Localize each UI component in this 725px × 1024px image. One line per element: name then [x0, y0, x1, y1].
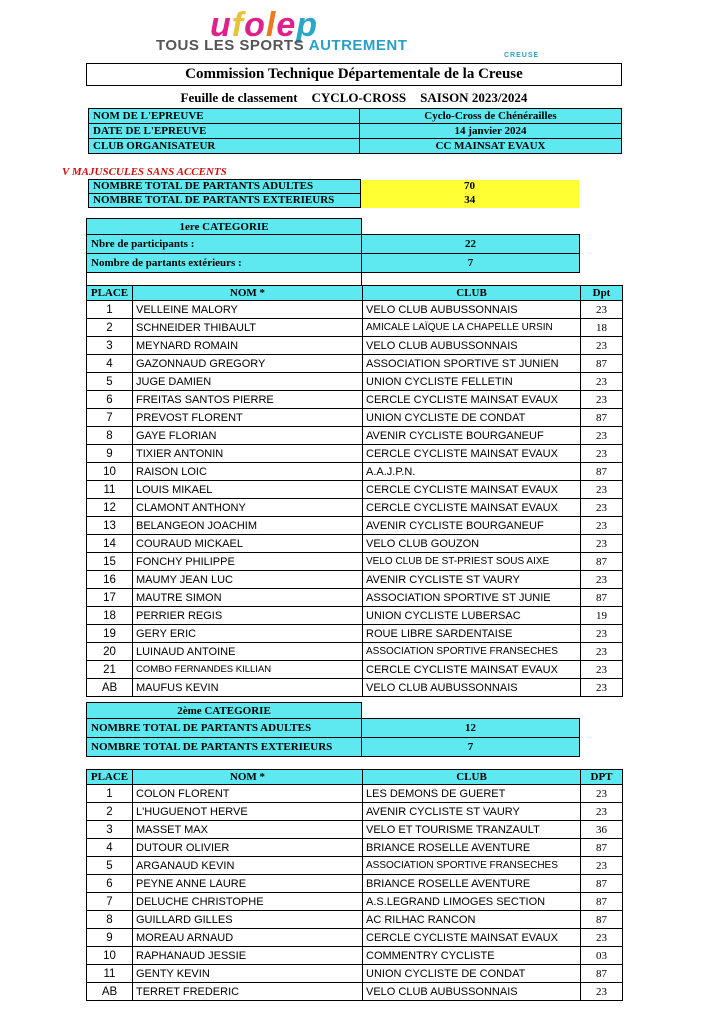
dpt-cell: 87 [581, 589, 623, 607]
club-cell: A.A.J.P.N. [363, 463, 581, 481]
logo-tagline: TOUS LES SPORTS AUTREMENT [156, 37, 408, 54]
col-club: CLUB [363, 286, 581, 301]
table-row [87, 893, 623, 911]
dpt-cell: 03 [581, 947, 623, 965]
table-row [87, 445, 623, 463]
place-cell: 6 [87, 875, 133, 893]
club-cell: CERCLE CYCLISTE MAINSAT EVAUX [363, 481, 581, 499]
name-cell: FREITAS SANTOS PIERRE [133, 391, 363, 409]
cat1-participants-value: 22 [362, 235, 580, 254]
table-row [87, 965, 623, 983]
club-cell: UNION CYCLISTE FELLETIN [363, 373, 581, 391]
table-row [87, 929, 623, 947]
col-place: PLACE [87, 286, 133, 301]
name-cell: RAISON LOIC [133, 463, 363, 481]
name-cell: MAUFUS KEVIN [133, 679, 363, 697]
name-cell: DELUCHE CHRISTOPHE [133, 893, 363, 911]
table-row [87, 319, 623, 337]
club-cell: CERCLE CYCLISTE MAINSAT EVAUX [363, 445, 581, 463]
club-cell: LES DEMONS DE GUERET [363, 785, 581, 803]
dpt-cell: 19 [581, 607, 623, 625]
club-cell: AMICALE LAÏQUE LA CHAPELLE URSIN [363, 319, 581, 337]
club-cell: UNION CYCLISTE LUBERSAC [363, 607, 581, 625]
club-cell: AVENIR CYCLISTE ST VAURY [363, 803, 581, 821]
place-cell: 10 [87, 947, 133, 965]
place-cell: 1 [87, 785, 133, 803]
club-cell: VELO CLUB GOUZON [363, 535, 581, 553]
club-cell: ASSOCIATION SPORTIVE ST JUNIE [363, 589, 581, 607]
event-date-label: DATE DE L'EPREUVE [89, 124, 360, 139]
page-title: Commission Technique Départementale de la Creuse [86, 63, 622, 86]
name-cell: MASSET MAX [133, 821, 363, 839]
cat2-summary [86, 702, 580, 757]
place-cell: 11 [87, 481, 133, 499]
club-cell: AC RILHAC RANCON [363, 911, 581, 929]
col-dpt: DPT [581, 770, 623, 785]
club-cell: AVENIR CYCLISTE BOURGANEUF [363, 517, 581, 535]
club-cell: CERCLE CYCLISTE MAINSAT EVAUX [363, 929, 581, 947]
name-cell: BELANGEON JOACHIM [133, 517, 363, 535]
name-cell: TIXIER ANTONIN [133, 445, 363, 463]
table-row [87, 535, 623, 553]
dpt-cell: 23 [581, 499, 623, 517]
totals-table [88, 179, 579, 208]
place-cell: 7 [87, 409, 133, 427]
name-cell: MAUMY JEAN LUC [133, 571, 363, 589]
dpt-cell: 23 [581, 391, 623, 409]
table-row [87, 391, 623, 409]
place-cell: 21 [87, 661, 133, 679]
dpt-cell: 18 [581, 319, 623, 337]
dpt-cell: 36 [581, 821, 623, 839]
table-row [87, 643, 623, 661]
table-row [87, 785, 623, 803]
name-cell: PERRIER REGIS [133, 607, 363, 625]
name-cell: L'HUGUENOT HERVE [133, 803, 363, 821]
dpt-cell: 23 [581, 571, 623, 589]
name-cell: COURAUD MICKAEL [133, 535, 363, 553]
place-cell: 16 [87, 571, 133, 589]
place-cell: 6 [87, 391, 133, 409]
club-cell: CERCLE CYCLISTE MAINSAT EVAUX [363, 661, 581, 679]
cat1-results-table [86, 285, 623, 697]
dpt-cell: 87 [581, 463, 623, 481]
table-row [87, 875, 623, 893]
ufolep-logo [150, 6, 580, 59]
table-row [87, 679, 623, 697]
table-row [87, 803, 623, 821]
dpt-cell: 87 [581, 911, 623, 929]
total-adults-label: NOMBRE TOTAL DE PARTANTS ADULTES [89, 180, 361, 194]
table-row [87, 337, 623, 355]
dpt-cell: 23 [581, 679, 623, 697]
dpt-cell: 87 [581, 355, 623, 373]
table-row [87, 553, 623, 571]
cat1-header: 1ere CATEGORIE [87, 219, 362, 235]
place-cell: 5 [87, 373, 133, 391]
event-name-value: Cyclo-Cross de Chénérailles [360, 109, 622, 124]
cat1-ext-label: Nombre de partants extérieurs : [87, 254, 362, 273]
name-cell: LUINAUD ANTOINE [133, 643, 363, 661]
place-cell: 12 [87, 499, 133, 517]
event-name-label: NOM DE L'EPREUVE [89, 109, 360, 124]
club-cell: VELO CLUB AUBUSSONNAIS [363, 679, 581, 697]
table-row [87, 589, 623, 607]
cat2-results-table [86, 769, 623, 1001]
event-club-value: CC MAINSAT EVAUX [360, 139, 622, 154]
club-cell: VELO CLUB AUBUSSONNAIS [363, 983, 581, 1001]
dpt-cell: 23 [581, 481, 623, 499]
name-cell: GAYE FLORIAN [133, 427, 363, 445]
name-cell: TERRET FREDERIC [133, 983, 363, 1001]
table-row [87, 821, 623, 839]
place-cell: 10 [87, 463, 133, 481]
table-row [87, 983, 623, 1001]
dpt-cell: 23 [581, 643, 623, 661]
table-row [87, 517, 623, 535]
name-cell: GUILLARD GILLES [133, 911, 363, 929]
logo-sub: CREUSE [504, 52, 540, 59]
club-cell: A.S.LEGRAND LIMOGES SECTION [363, 893, 581, 911]
event-club-row [89, 139, 622, 154]
place-cell: 4 [87, 839, 133, 857]
cat1-ext-value: 7 [362, 254, 580, 273]
place-cell: AB [87, 983, 133, 1001]
name-cell: FONCHY PHILIPPE [133, 553, 363, 571]
place-cell: 7 [87, 893, 133, 911]
club-cell: VELO CLUB AUBUSSONNAIS [363, 301, 581, 319]
col-place: PLACE [87, 770, 133, 785]
place-cell: 11 [87, 965, 133, 983]
name-cell: PEYNE ANNE LAURE [133, 875, 363, 893]
place-cell: 1 [87, 301, 133, 319]
total-adults-value: 70 [361, 180, 579, 194]
club-cell: UNION CYCLISTE DE CONDAT [363, 965, 581, 983]
club-cell: ASSOCIATION SPORTIVE ST JUNIEN [363, 355, 581, 373]
cat2-adults-label: NOMBRE TOTAL DE PARTANTS ADULTES [87, 719, 362, 738]
name-cell: GAZONNAUD GREGORY [133, 355, 363, 373]
club-cell: ASSOCIATION SPORTIVE FRANSECHES [363, 643, 581, 661]
name-cell: RAPHANAUD JESSIE [133, 947, 363, 965]
club-cell: ASSOCIATION SPORTIVE FRANSECHES [363, 857, 581, 875]
cat2-adults-value: 12 [362, 719, 580, 738]
name-cell: MOREAU ARNAUD [133, 929, 363, 947]
table-row [87, 947, 623, 965]
cat2-ext-value: 7 [362, 738, 580, 757]
table-row [87, 373, 623, 391]
name-cell: DUTOUR OLIVIER [133, 839, 363, 857]
club-cell: CERCLE CYCLISTE MAINSAT EVAUX [363, 499, 581, 517]
place-cell: 4 [87, 355, 133, 373]
name-cell: COLON FLORENT [133, 785, 363, 803]
table-row [87, 499, 623, 517]
dpt-cell: 87 [581, 965, 623, 983]
dpt-cell: 87 [581, 839, 623, 857]
name-cell: PREVOST FLORENT [133, 409, 363, 427]
place-cell: 8 [87, 427, 133, 445]
col-dpt: Dpt [581, 286, 623, 301]
name-cell: MEYNARD ROMAIN [133, 337, 363, 355]
name-cell: CLAMONT ANTHONY [133, 499, 363, 517]
dpt-cell: 23 [581, 785, 623, 803]
table-row [87, 661, 623, 679]
dpt-cell: 23 [581, 983, 623, 1001]
dpt-cell: 23 [581, 337, 623, 355]
dpt-cell: 87 [581, 893, 623, 911]
col-club: CLUB [363, 770, 581, 785]
name-cell: SCHNEIDER THIBAULT [133, 319, 363, 337]
dpt-cell: 23 [581, 427, 623, 445]
place-cell: 2 [87, 803, 133, 821]
place-cell: 13 [87, 517, 133, 535]
place-cell: 15 [87, 553, 133, 571]
cat1-spacer [87, 273, 362, 286]
club-cell: AVENIR CYCLISTE ST VAURY [363, 571, 581, 589]
col-name: NOM * [133, 286, 363, 301]
name-cell: GERY ERIC [133, 625, 363, 643]
table-row [87, 607, 623, 625]
event-date-row [89, 124, 622, 139]
club-cell: ROUE LIBRE SARDENTAISE [363, 625, 581, 643]
club-cell: BRIANCE ROSELLE AVENTURE [363, 875, 581, 893]
name-cell: GENTY KEVIN [133, 965, 363, 983]
total-ext-label: NOMBRE TOTAL DE PARTANTS EXTERIEURS [89, 194, 361, 208]
event-club-label: CLUB ORGANISATEUR [89, 139, 360, 154]
place-cell: 9 [87, 445, 133, 463]
event-date-value: 14 janvier 2024 [360, 124, 622, 139]
place-cell: 9 [87, 929, 133, 947]
club-cell: CERCLE CYCLISTE MAINSAT EVAUX [363, 391, 581, 409]
logo-wordmark: ufolep [210, 6, 319, 44]
name-cell: LOUIS MIKAEL [133, 481, 363, 499]
place-cell: 14 [87, 535, 133, 553]
dpt-cell: 23 [581, 857, 623, 875]
table-row [87, 911, 623, 929]
page-subtitle: Feuille de classement CYCLO-CROSS SAISON 2023/2024 [180, 90, 528, 105]
club-cell: BRIANCE ROSELLE AVENTURE [363, 839, 581, 857]
table-row [87, 571, 623, 589]
club-cell: VELO ET TOURISME TRANZAULT [363, 821, 581, 839]
dpt-cell: 23 [581, 517, 623, 535]
dpt-cell: 23 [581, 373, 623, 391]
dpt-cell: 87 [581, 875, 623, 893]
cat1-summary [86, 218, 580, 286]
table-row [87, 301, 623, 319]
table-row [87, 427, 623, 445]
event-name-row [89, 109, 622, 124]
place-cell: 17 [87, 589, 133, 607]
place-cell: 20 [87, 643, 133, 661]
dpt-cell: 23 [581, 301, 623, 319]
table-row [87, 355, 623, 373]
cat2-header: 2ème CATEGORIE [87, 703, 362, 719]
place-cell: 19 [87, 625, 133, 643]
table-row [87, 481, 623, 499]
cat2-ext-label: NOMBRE TOTAL DE PARTANTS EXTERIEURS [87, 738, 362, 757]
club-cell: COMMENTRY CYCLISTE [363, 947, 581, 965]
table-row [87, 857, 623, 875]
table-row [87, 409, 623, 427]
club-cell: AVENIR CYCLISTE BOURGANEUF [363, 427, 581, 445]
place-cell: 5 [87, 857, 133, 875]
table-row [87, 463, 623, 481]
place-cell: 8 [87, 911, 133, 929]
cat1-participants-label: Nbre de participants : [87, 235, 362, 254]
dpt-cell: 23 [581, 661, 623, 679]
dpt-cell: 23 [581, 803, 623, 821]
table-row [87, 839, 623, 857]
dpt-cell: 23 [581, 445, 623, 463]
uppercase-note: V MAJUSCULES SANS ACCENTS [62, 166, 227, 178]
club-cell: VELO CLUB DE ST-PRIEST SOUS AIXE [363, 553, 581, 571]
dpt-cell: 23 [581, 535, 623, 553]
dpt-cell: 23 [581, 929, 623, 947]
event-info-table [88, 108, 622, 154]
club-cell: VELO CLUB AUBUSSONNAIS [363, 337, 581, 355]
place-cell: 3 [87, 337, 133, 355]
place-cell: 3 [87, 821, 133, 839]
dpt-cell: 87 [581, 553, 623, 571]
dpt-cell: 23 [581, 625, 623, 643]
place-cell: 18 [87, 607, 133, 625]
col-name: NOM * [133, 770, 363, 785]
name-cell: ARGANAUD KEVIN [133, 857, 363, 875]
dpt-cell: 87 [581, 409, 623, 427]
total-ext-value: 34 [361, 194, 579, 208]
name-cell: MAUTRE SIMON [133, 589, 363, 607]
name-cell: JUGE DAMIEN [133, 373, 363, 391]
table-row [87, 625, 623, 643]
place-cell: 2 [87, 319, 133, 337]
club-cell: UNION CYCLISTE DE CONDAT [363, 409, 581, 427]
name-cell: COMBO FERNANDES KILLIAN [133, 661, 363, 679]
name-cell: VELLEINE MALORY [133, 301, 363, 319]
place-cell: AB [87, 679, 133, 697]
